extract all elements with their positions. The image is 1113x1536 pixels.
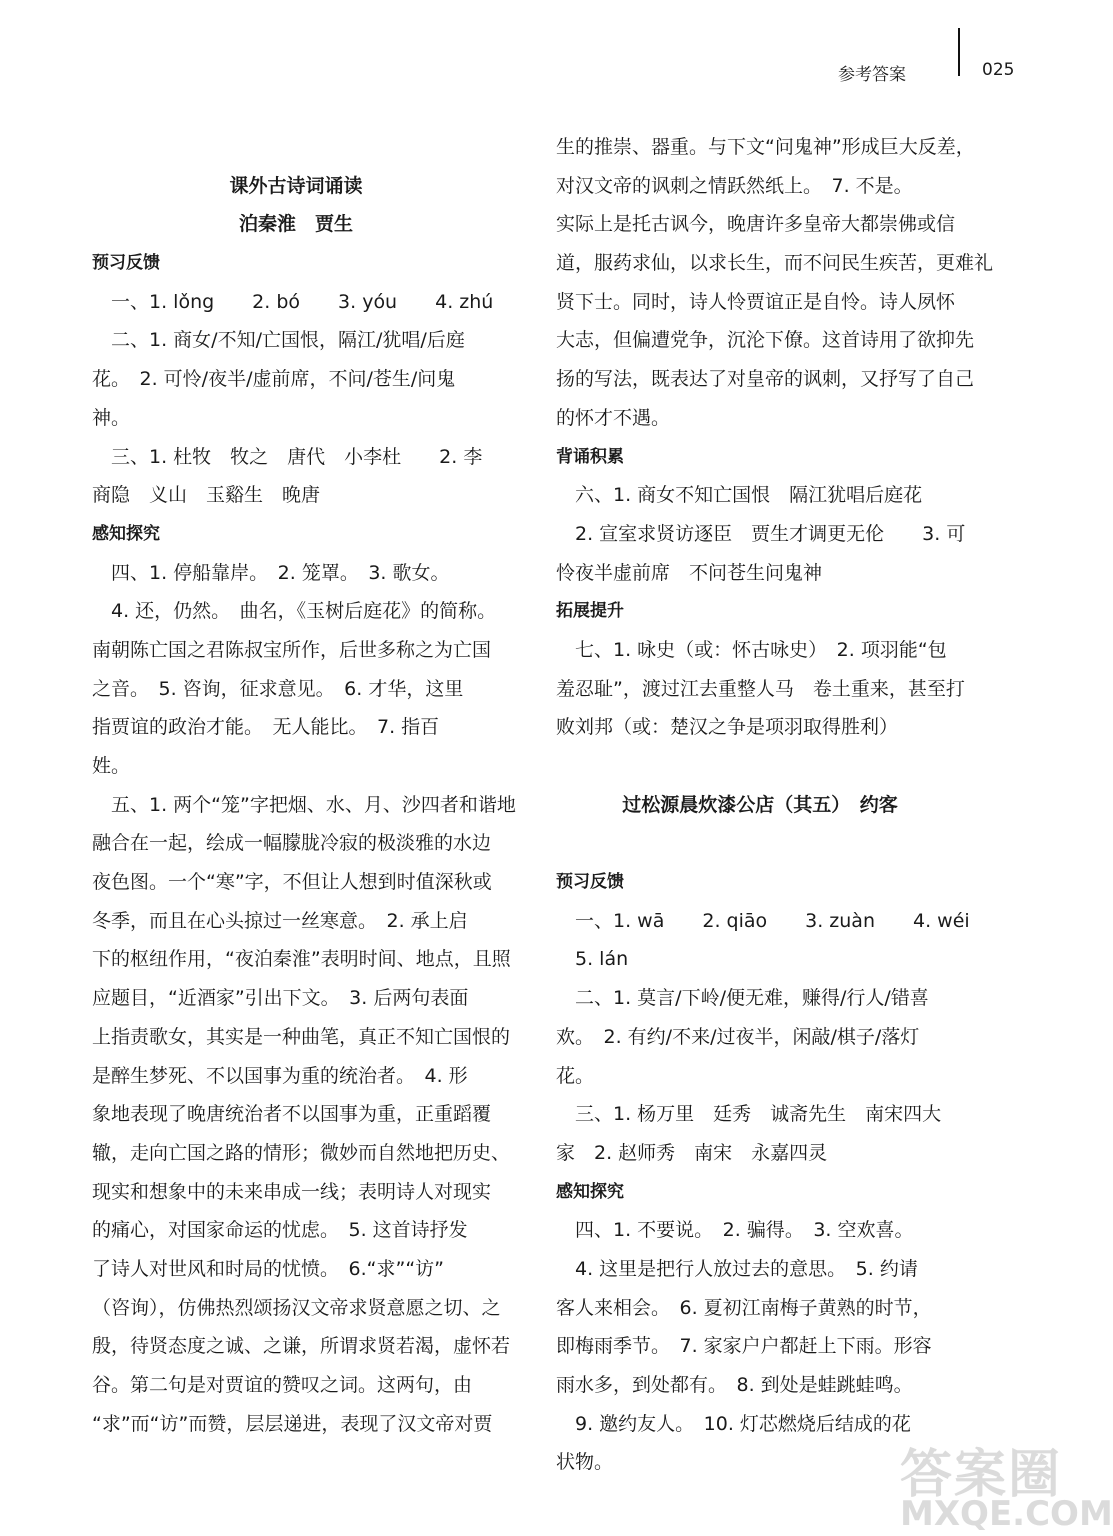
text-line: 的怀才不遇。 <box>556 406 671 429</box>
text-line: 二、1. 商女/不知/亡国恨，隔江/犹唱/后庭 <box>92 329 465 352</box>
text-line: 应题目，“近酒家”引出下文。 3. 后两句表面 <box>92 987 469 1010</box>
page-number: 025 <box>982 60 1015 80</box>
text-line: 4. 还，仍然。 曲名，《玉树后庭花》的简称。 <box>92 600 497 623</box>
text-line: 一、1. lǒng 2. bó 3. yóu 4. zhú <box>92 290 494 313</box>
text-line: 家 2. 赵师秀 南宋 永嘉四灵 <box>556 1141 828 1164</box>
text-line: 七、1. 咏史（或：怀古咏史） 2. 项羽能“包 <box>556 638 947 661</box>
text-line: 5. lán <box>556 948 629 971</box>
text-line: 商隐 义山 玉谿生 晚唐 <box>92 484 321 507</box>
text-line: 辙，走向亡国之路的情形；微妙而自然地把历史、 <box>92 1141 511 1164</box>
section-heading: 预习反馈 <box>556 872 624 893</box>
text-line: 9. 邀约友人。 10. 灯芯燃烧后结成的花 <box>556 1412 911 1435</box>
text-line: 下的枢纽作用，“夜泊秦淮”表明时间、地点，且照 <box>92 948 511 971</box>
text-line: 了诗人对世风和时局的忧愤。 6.“求”“访” <box>92 1257 445 1280</box>
watermark-logo: 答案圈 <box>900 1445 1063 1505</box>
text-line: 怜夜半虚前席 不问苍生问鬼神 <box>556 561 823 584</box>
text-line: 六、1. 商女不知亡国恨 隔江犹唱后庭花 <box>556 484 923 507</box>
text-line: 生的推崇、器重。与下文“问鬼神”形成巨大反差， <box>556 136 975 158</box>
text-line: 一、1. wā 2. qiāo 3. zuàn 4. wéi <box>556 909 970 932</box>
text-line: 花。 <box>556 1064 595 1087</box>
text-line: 神。 <box>92 406 131 429</box>
text-line: 的痛心，对国家命运的忧虑。 5. 这首诗抒发 <box>92 1219 468 1242</box>
section-title: 泊秦淮 贾生 <box>238 213 353 236</box>
text-line <box>556 824 964 863</box>
text-line: 道，服药求仙，以求长生，而不问民生疾苦，更难礼 <box>556 252 994 275</box>
text-line: “求”而“访”而赞，层层递进，表现了汉文帝对贾 <box>92 1412 493 1435</box>
text-line: 二、1. 莫言/下岭/便无难，赚得/行人/错喜 <box>556 987 929 1010</box>
text-line: 实际上是托古讽今，晚唐许多皇帝大都崇佛或信 <box>556 213 956 236</box>
section-title: 课外古诗词诵读 <box>229 174 363 197</box>
text-line: 夜色图。一个“寒”字，不但让人想到时值深秋或 <box>92 871 492 894</box>
text-line: 扬的写法，既表达了对皇帝的讽刺，又抒写了自己 <box>556 368 975 391</box>
text-line <box>92 128 500 167</box>
text-line: 4. 这里是把行人放过去的意思。 5. 约请 <box>556 1257 918 1280</box>
text-line: 羞忍耻”，渡过江去重整人马 卷土重来，甚至打 <box>556 677 965 700</box>
section-heading: 预习反馈 <box>92 253 160 274</box>
text-line: 即梅雨季节。 7. 家家户户都赶上下雨。形容 <box>556 1335 932 1358</box>
section-heading: 感知探究 <box>92 523 160 544</box>
text-line: 姓。 <box>92 755 131 777</box>
text-line: 客人来相会。 6. 夏初江南梅子黄熟的时节， <box>556 1296 932 1319</box>
text-line: 融合在一起，绘成一幅朦胧冷寂的极淡雅的水边 <box>92 832 492 855</box>
right-column <box>556 128 994 1482</box>
header-label: 参考答案 <box>838 65 906 85</box>
text-line: 三、1. 杜牧 牧之 唐代 小李杜 2. 李 <box>92 445 483 468</box>
text-line: 贤下士。同时，诗人怜贾谊正是自怜。诗人夙怀 <box>556 290 956 313</box>
section-heading: 感知探究 <box>556 1181 624 1202</box>
text-line: 2. 宣室求贤访逐臣 贾生才调更无伦 3. 可 <box>556 522 966 545</box>
text-line: 四、1. 不要说。 2. 骗得。 3. 空欢喜。 <box>556 1219 914 1242</box>
text-line: 对汉文帝的讽刺之情跃然纸上。 7. 不是。 <box>556 174 913 197</box>
text-line: 三、1. 杨万里 廷秀 诚斋先生 南宋四大 <box>556 1103 942 1126</box>
left-column <box>92 128 516 1443</box>
text-line: 冬季，而且在心头掠过一丝寒意。 2. 承上启 <box>92 909 468 932</box>
text-line: 花。 2. 可怜/夜半/虚前席，不问/苍生/问鬼 <box>92 368 456 391</box>
text-line: 是醉生梦死、不以国事为重的统治者。 4. 形 <box>92 1064 468 1087</box>
text-line: 南朝陈亡国之君陈叔宝所作，后世多称之为亡国 <box>92 638 492 661</box>
text-line: 上指责歌女，其实是一种曲笔，真正不知亡国恨的 <box>92 1025 511 1048</box>
text-line: 之音。 5. 咨询，征求意见。 6. 才华，这里 <box>92 677 464 700</box>
section-heading: 拓展提升 <box>556 601 624 622</box>
section-title: 过松源晨炊漆公店（其五） 约客 <box>622 793 898 816</box>
text-line <box>556 747 964 786</box>
text-line: 败刘邦（或：楚汉之争是项羽取得胜利） <box>556 716 899 739</box>
text-line: 现实和想象中的未来串成一线；表明诗人对现实 <box>92 1180 492 1203</box>
text-line: 谷。第二句是对贾谊的赞叹之词。这两句，由 <box>92 1374 473 1396</box>
text-line: 雨水多，到处都有。 8. 到处是蛙跳蛙鸣。 <box>556 1374 913 1396</box>
header-divider <box>958 28 960 76</box>
text-line: 五、1. 两个“笼”字把烟、水、月、沙四者和谐地 <box>92 793 516 816</box>
text-line: 状物。 <box>556 1451 614 1474</box>
text-line: （咨询），仿佛热烈颂扬汉文帝求贤意愿之切、之 <box>92 1296 501 1319</box>
watermark-url: MXQE.COM <box>900 1494 1113 1534</box>
text-line: 大志，但偏遭党争，沉沦下僚。这首诗用了欲抑先 <box>556 329 975 352</box>
text-line: 殷，待贤态度之诚、之谦，所谓求贤若渴，虚怀若 <box>92 1335 511 1358</box>
text-line: 指贾谊的政治才能。 无人能比。 7. 指百 <box>92 716 440 739</box>
text-line: 四、1. 停船靠岸。 2. 笼罩。 3. 歌女。 <box>92 561 450 584</box>
section-heading: 背诵积累 <box>556 446 624 467</box>
text-line: 欢。 2. 有约/不来/过夜半，闲敲/棋子/落灯 <box>556 1025 920 1048</box>
text-line: 象地表现了晚唐统治者不以国事为重，正重蹈覆 <box>92 1103 492 1126</box>
